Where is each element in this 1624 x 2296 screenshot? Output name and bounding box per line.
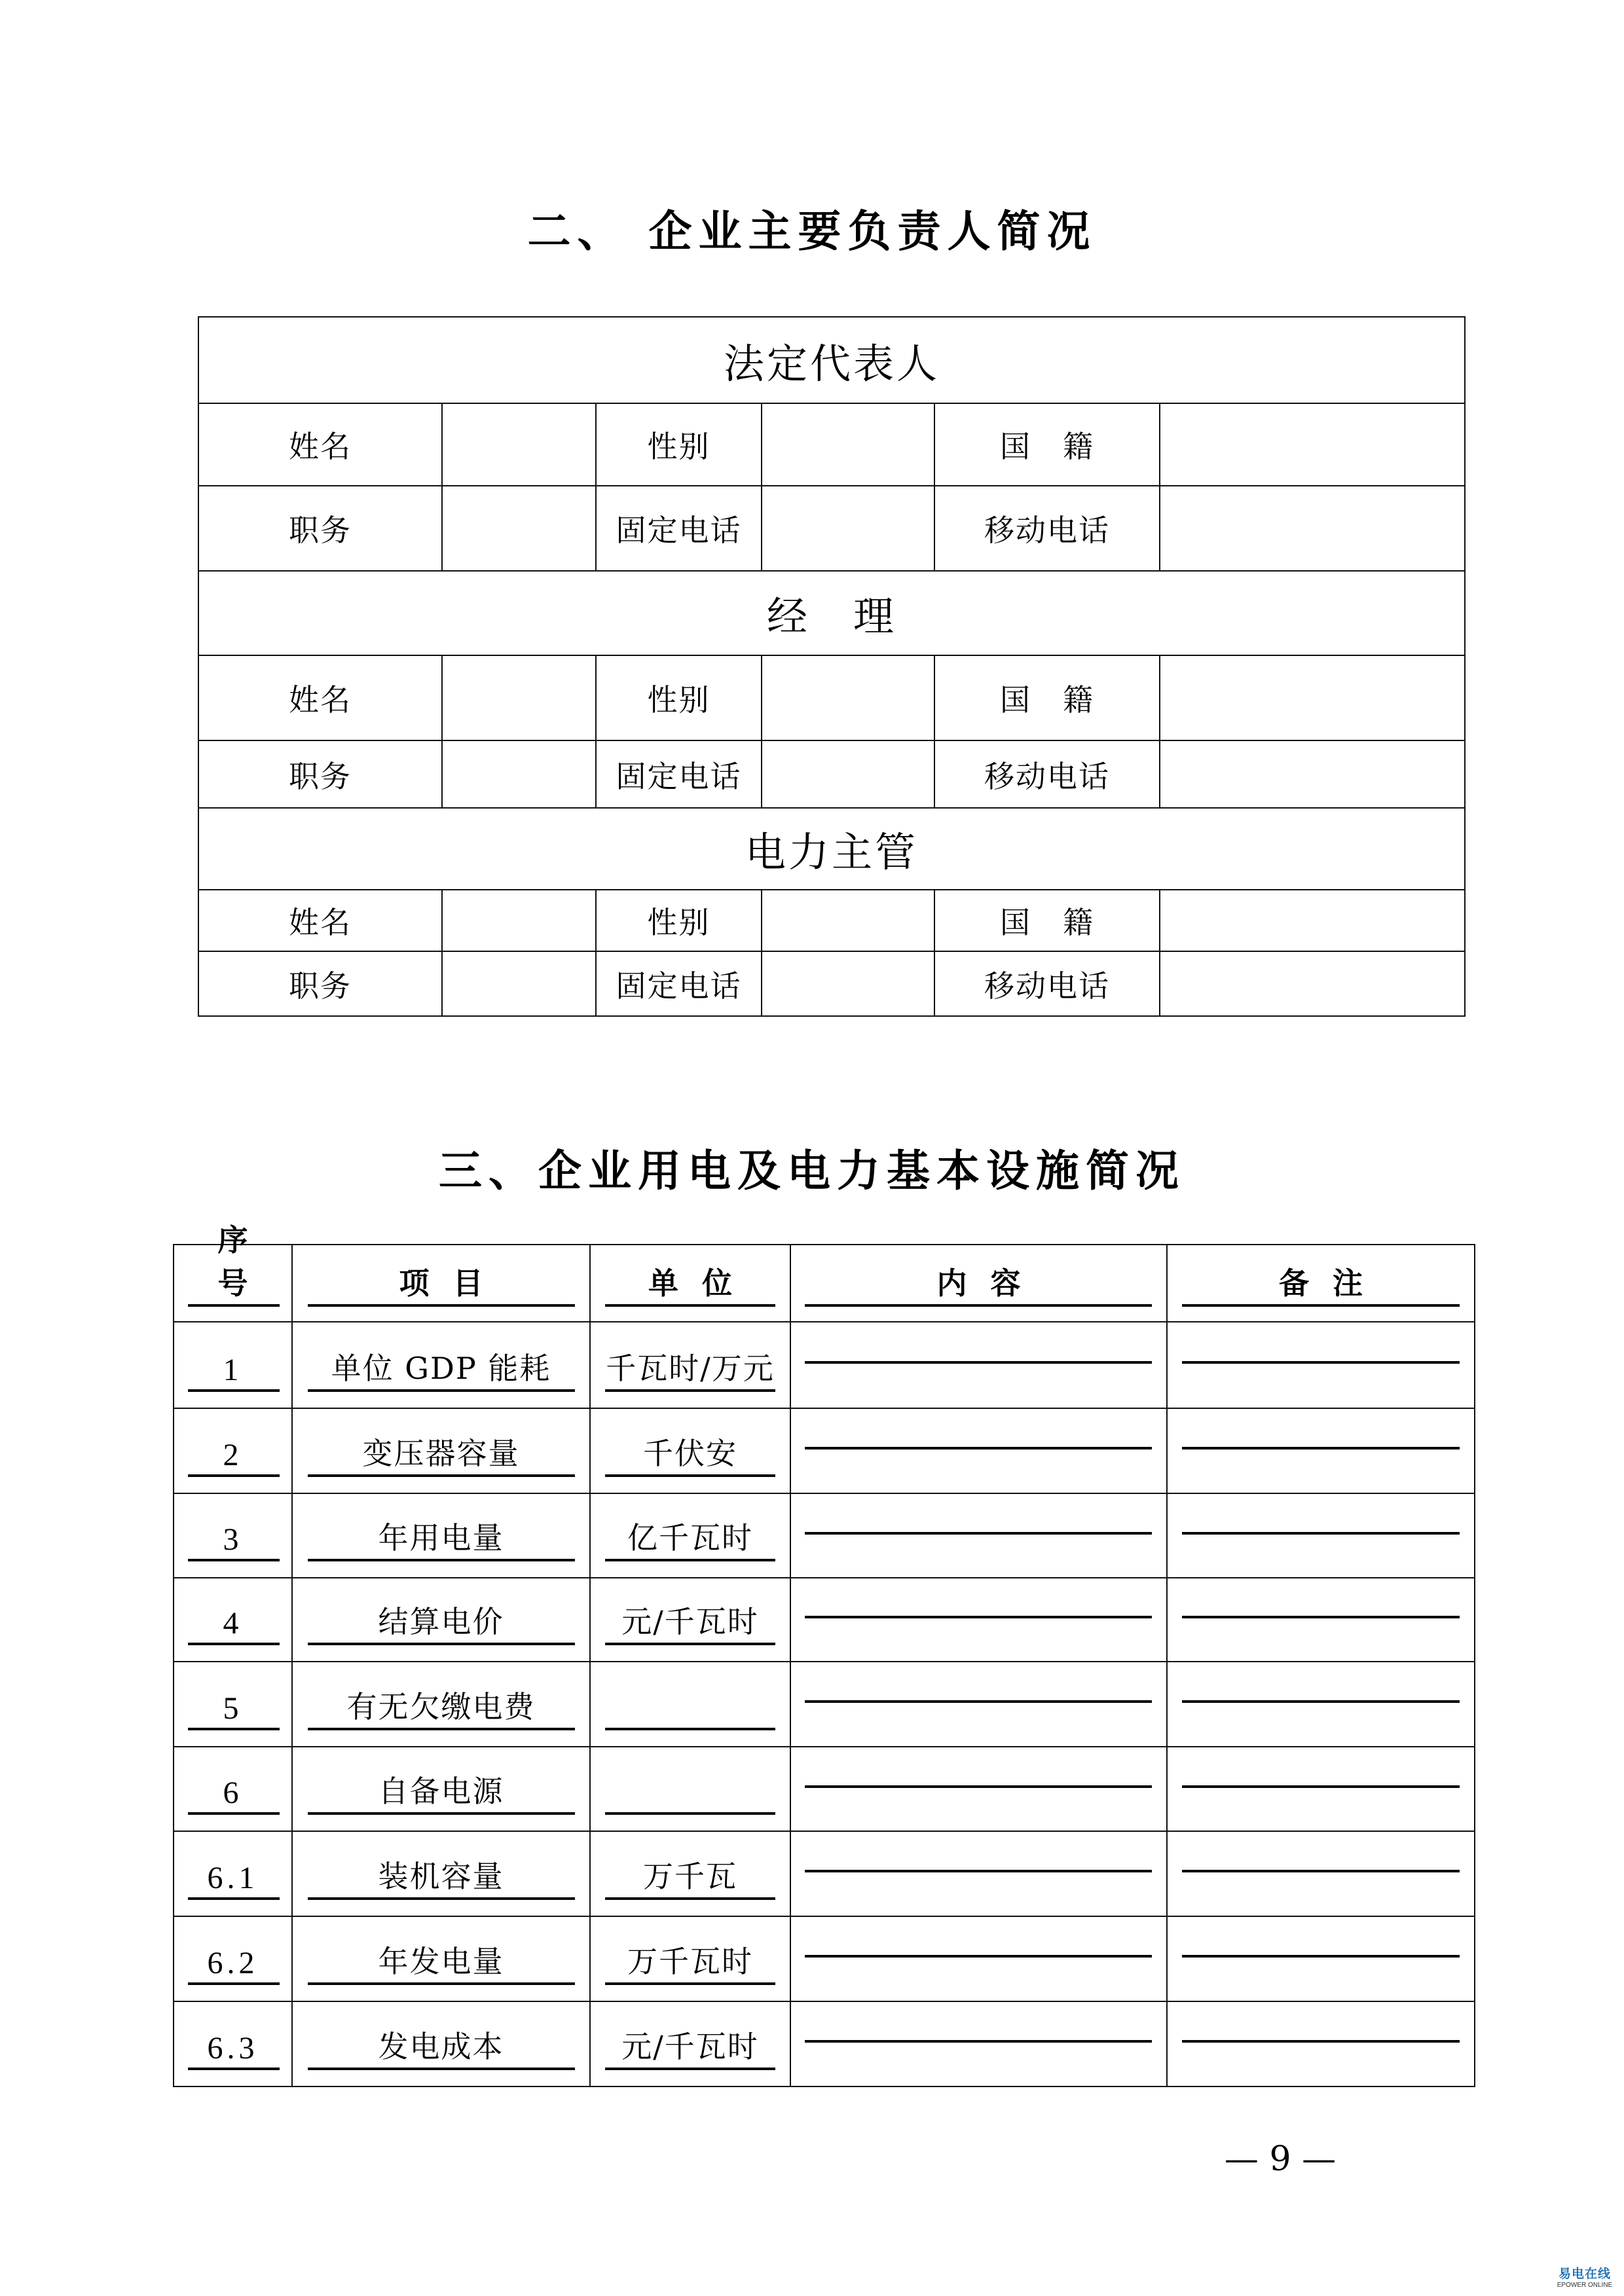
underline (605, 2068, 775, 2070)
cell-item-text: 自备电源 (378, 1774, 504, 1809)
underline (308, 1812, 575, 1815)
underline (805, 2040, 1152, 2043)
label-landline: 固定电话 (596, 951, 762, 1016)
underline (308, 2068, 575, 2070)
field-mobile[interactable] (1160, 740, 1465, 808)
header-item (292, 1245, 590, 1322)
cell-unit (590, 1408, 790, 1493)
cell-no-text: 3 (223, 1522, 243, 1557)
cell-unit (590, 1747, 790, 1831)
cell-unit (590, 2001, 790, 2086)
underline (1182, 1447, 1460, 1449)
underline (605, 1559, 775, 1561)
underline (805, 1955, 1152, 1958)
cell-no (174, 1747, 292, 1831)
cell-item-text: 发电成本 (378, 2029, 504, 2064)
cell-no (174, 1322, 292, 1408)
label-position: 职务 (198, 740, 442, 808)
table-header-row (174, 1245, 1475, 1322)
cell-item (292, 1322, 590, 1408)
cell-unit-text: 万千瓦 (643, 1859, 737, 1894)
cell-no (174, 1831, 292, 1916)
field-name[interactable] (442, 403, 596, 486)
table-row (198, 655, 1465, 740)
table-row (174, 1408, 1475, 1493)
cell-remark[interactable] (1167, 1322, 1475, 1408)
logo-name-en: EPOWER ONLINE (1557, 2282, 1613, 2289)
underline (1182, 1870, 1460, 1872)
cell-unit (590, 1916, 790, 2001)
cell-remark[interactable] (1167, 1747, 1475, 1831)
header-content (790, 1245, 1167, 1322)
cell-item-text: 变压器容量 (362, 1436, 520, 1471)
underline (308, 1728, 575, 1730)
electricity-table (173, 1222, 1475, 2087)
underline (805, 1616, 1152, 1618)
cell-item (292, 1408, 590, 1493)
field-landline[interactable] (762, 486, 934, 571)
header-no-label: 序号 (217, 1222, 272, 1301)
cell-content[interactable] (790, 1747, 1167, 1831)
cell-no (174, 1493, 292, 1578)
cell-content[interactable] (790, 2001, 1167, 2086)
underline (1182, 1785, 1460, 1788)
label-name: 姓名 (198, 655, 442, 740)
table-row (174, 1322, 1475, 1408)
underline (308, 1304, 575, 1307)
cell-unit-text: 万千瓦时 (627, 1944, 753, 1979)
cell-unit-text: 千伏安 (643, 1436, 737, 1471)
cell-item (292, 1747, 590, 1831)
underline (1182, 1616, 1460, 1618)
cell-item-text: 有无欠缴电费 (346, 1689, 536, 1724)
field-gender[interactable] (762, 403, 934, 486)
cell-content[interactable] (790, 1831, 1167, 1916)
group-heading-power-supervisor: 电力主管 (198, 808, 1465, 890)
header-item-label: 项目 (399, 1266, 507, 1301)
cell-item (292, 1662, 590, 1747)
underline (805, 1870, 1152, 1872)
cell-item (292, 2001, 590, 2086)
cell-no (174, 1408, 292, 1493)
underline (308, 1474, 575, 1477)
underline (188, 1559, 280, 1561)
field-mobile[interactable] (1160, 486, 1465, 571)
underline (188, 1304, 280, 1307)
cell-remark[interactable] (1167, 1578, 1475, 1662)
field-nationality[interactable] (1160, 403, 1465, 486)
label-landline: 固定电话 (596, 486, 762, 571)
cell-unit-text: 元/千瓦时 (621, 2029, 759, 2064)
cell-no (174, 2001, 292, 2086)
cell-no-text: 6.2 (207, 1946, 259, 1980)
section-title-principals: 二、 企业主要负责人简况 (527, 206, 1097, 257)
header-unit-label: 单位 (648, 1266, 756, 1301)
cell-remark[interactable] (1167, 1408, 1475, 1493)
group-heading-row (198, 317, 1465, 403)
table-row (174, 1831, 1475, 1916)
table-row (174, 1662, 1475, 1747)
label-mobile: 移动电话 (934, 486, 1160, 571)
underline (308, 1897, 575, 1900)
cell-unit (590, 1322, 790, 1408)
cell-item (292, 1916, 590, 2001)
cell-item-text: 装机容量 (378, 1859, 504, 1894)
underline (188, 1897, 280, 1900)
field-position[interactable] (442, 740, 596, 808)
underline (605, 1982, 775, 1985)
label-gender: 性别 (596, 403, 762, 486)
label-name: 姓名 (198, 403, 442, 486)
cell-item-text: 年用电量 (378, 1520, 504, 1556)
cell-remark[interactable] (1167, 1493, 1475, 1578)
underline (805, 1785, 1152, 1788)
label-landline: 固定电话 (596, 740, 762, 808)
underline (188, 1389, 280, 1392)
principals-table (198, 316, 1466, 1017)
label-gender: 性别 (596, 890, 762, 951)
table-row (174, 2001, 1475, 2086)
cell-no-text: 5 (223, 1691, 243, 1726)
cell-unit-text: 千瓦时/万元 (606, 1351, 775, 1386)
cell-remark[interactable] (1167, 2001, 1475, 2086)
cell-unit-text: 亿千瓦时 (627, 1520, 753, 1556)
table-row (198, 403, 1465, 486)
cell-content[interactable] (790, 1408, 1167, 1493)
cell-unit (590, 1578, 790, 1662)
table-row (174, 1916, 1475, 2001)
underline (188, 1982, 280, 1985)
underline (1182, 2040, 1460, 2043)
cell-remark[interactable] (1167, 1662, 1475, 1747)
cell-no-text: 6.3 (207, 2031, 259, 2066)
underline (605, 1643, 775, 1645)
cell-no-text: 4 (223, 1606, 243, 1641)
underline (1182, 1532, 1460, 1535)
field-position[interactable] (442, 486, 596, 571)
header-remark-label: 备注 (1279, 1266, 1386, 1301)
cell-item (292, 1493, 590, 1578)
underline (1182, 1361, 1460, 1364)
cell-content[interactable] (790, 1322, 1167, 1408)
label-position: 职务 (198, 486, 442, 571)
group-heading-manager: 经 理 (198, 571, 1465, 655)
underline (805, 1361, 1152, 1364)
cell-no (174, 1916, 292, 2001)
underline (308, 1559, 575, 1561)
underline (605, 1474, 775, 1477)
field-nationality[interactable] (1160, 890, 1465, 951)
label-gender: 性别 (596, 655, 762, 740)
underline (805, 1447, 1152, 1449)
table-row (174, 1493, 1475, 1578)
cell-item (292, 1831, 590, 1916)
section-title-electricity: 三、企业用电及电力基本设施简况 (439, 1146, 1185, 1196)
header-content-label: 内容 (936, 1266, 1044, 1301)
underline (188, 1728, 280, 1730)
cell-content[interactable] (790, 1916, 1167, 2001)
header-unit (590, 1245, 790, 1322)
label-nationality: 国 籍 (934, 403, 1160, 486)
label-position: 职务 (198, 951, 442, 1016)
group-heading-row (198, 808, 1465, 890)
header-no (174, 1222, 292, 1322)
underline (605, 1304, 775, 1307)
cell-item-text: 结算电价 (378, 1604, 504, 1639)
label-name: 姓名 (198, 890, 442, 951)
cell-item (292, 1578, 590, 1662)
cell-remark[interactable] (1167, 1831, 1475, 1916)
underline (188, 1643, 280, 1645)
table-row (198, 951, 1465, 1016)
underline (605, 1897, 775, 1900)
field-gender[interactable] (762, 890, 934, 951)
field-mobile[interactable] (1160, 951, 1465, 1016)
field-landline[interactable] (762, 740, 934, 808)
header-remark (1167, 1245, 1475, 1322)
underline (188, 1474, 280, 1477)
underline (188, 1812, 280, 1815)
field-landline[interactable] (762, 951, 934, 1016)
table-row (198, 890, 1465, 951)
cell-unit (590, 1831, 790, 1916)
underline (805, 1700, 1152, 1703)
label-nationality: 国 籍 (934, 655, 1160, 740)
underline (1182, 1304, 1460, 1307)
table-row (198, 740, 1465, 808)
cell-content[interactable] (790, 1493, 1167, 1578)
underline (188, 2068, 280, 2070)
cell-content[interactable] (790, 1662, 1167, 1747)
cell-no-text: 1 (223, 1353, 243, 1387)
underline (1182, 1700, 1460, 1703)
label-mobile: 移动电话 (934, 951, 1160, 1016)
underline (1182, 1955, 1460, 1958)
field-gender[interactable] (762, 655, 934, 740)
cell-remark[interactable] (1167, 1916, 1475, 2001)
underline (805, 1532, 1152, 1535)
cell-no (174, 1578, 292, 1662)
table-row (174, 1747, 1475, 1831)
field-name[interactable] (442, 890, 596, 951)
cell-unit (590, 1662, 790, 1747)
cell-no-text: 2 (223, 1438, 243, 1472)
watermark-logo (1552, 2267, 1617, 2294)
field-position[interactable] (442, 951, 596, 1016)
logo-name-cn: 易电在线 (1558, 2267, 1611, 2281)
cell-item-text: 年发电量 (378, 1944, 504, 1979)
underline (308, 1643, 575, 1645)
underline (308, 1982, 575, 1985)
underline (308, 1389, 575, 1392)
field-name[interactable] (442, 655, 596, 740)
cell-unit-text: 元/千瓦时 (621, 1604, 759, 1639)
cell-unit (590, 1493, 790, 1578)
cell-no (174, 1662, 292, 1747)
cell-item-text: 单位 GDP 能耗 (331, 1351, 551, 1386)
group-heading-legal-rep: 法定代表人 (198, 317, 1465, 403)
group-heading-row (198, 571, 1465, 655)
underline (605, 1389, 775, 1392)
label-nationality: 国 籍 (934, 890, 1160, 951)
cell-no-text: 6 (223, 1776, 243, 1810)
underline (605, 1812, 775, 1815)
table-row (198, 486, 1465, 571)
label-mobile: 移动电话 (934, 740, 1160, 808)
cell-content[interactable] (790, 1578, 1167, 1662)
underline (605, 1728, 775, 1730)
cell-no-text: 6.1 (207, 1861, 259, 1895)
table-row (174, 1578, 1475, 1662)
field-nationality[interactable] (1160, 655, 1465, 740)
page-number: — 9 — (1224, 2140, 1337, 2179)
underline (805, 1304, 1152, 1307)
